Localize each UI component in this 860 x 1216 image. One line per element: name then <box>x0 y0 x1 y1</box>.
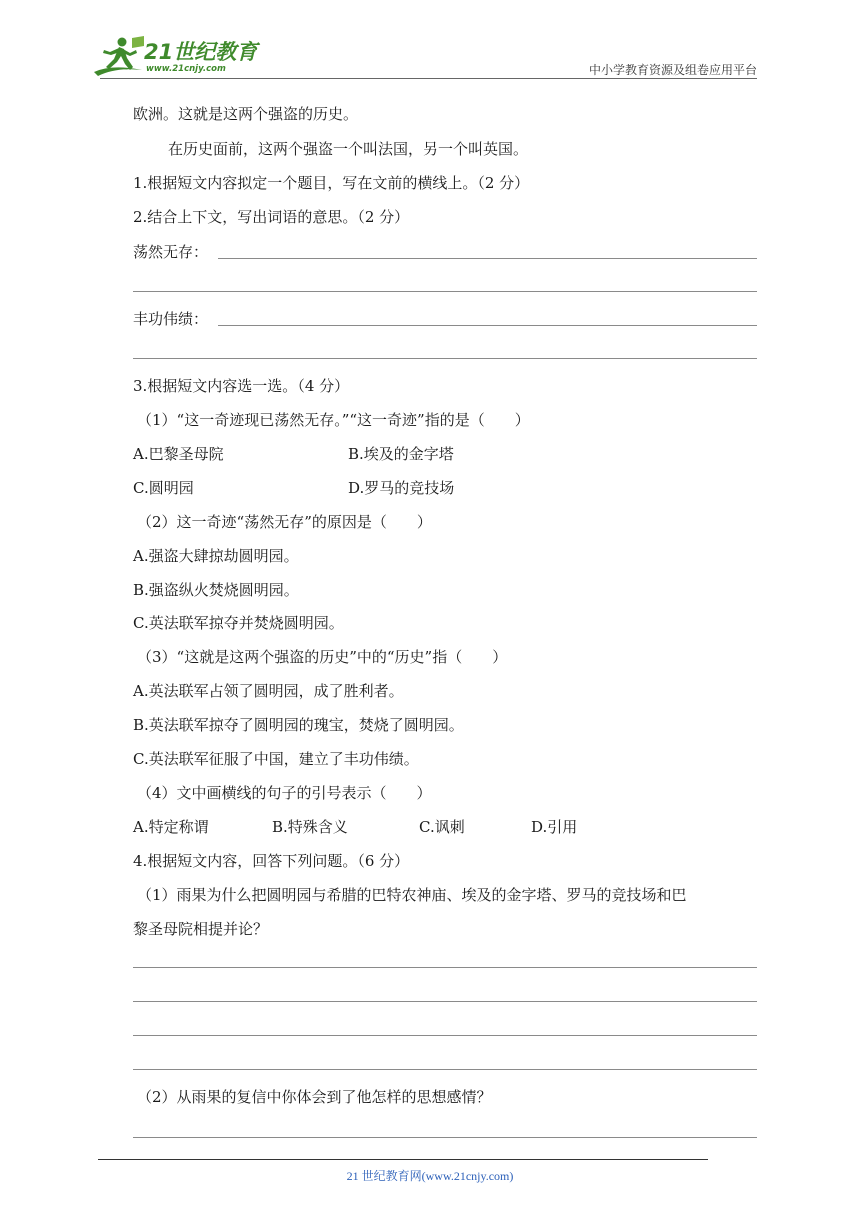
question-2: 2.结合上下文，写出词语的意思。（2 分） <box>133 208 410 226</box>
term-2-label: 丰功伟绩： <box>133 310 209 328</box>
question-3-3: （3）“这就是这两个强盗的历史”中的“历史”指（ ） <box>137 648 508 666</box>
question-4-1: （1）雨果为什么把圆明园与希腊的巴特农神庙、埃及的金字塔、罗马的竞技场和巴 <box>137 886 687 904</box>
option-c: C.英法联军征服了中国，建立了丰功伟绩。 <box>133 750 419 768</box>
site-logo <box>92 34 262 80</box>
paragraph-1: 欧洲。这就是这两个强盗的历史。 <box>133 105 359 123</box>
option-b: B.强盗纵火焚烧圆明园。 <box>133 581 299 599</box>
answer-line <box>133 1035 757 1036</box>
option-a: A.强盗大肆掠劫圆明园。 <box>133 547 299 565</box>
question-4-2: （2）从雨果的复信中你体会到了他怎样的思想感情？ <box>137 1088 492 1106</box>
answer-line <box>133 967 757 968</box>
answer-line <box>133 1069 757 1070</box>
answer-line <box>133 1137 757 1138</box>
option-d: D.引用 <box>531 818 578 836</box>
option-b: B.英法联军掠夺了圆明园的瑰宝，焚烧了圆明园。 <box>133 716 464 734</box>
question-3: 3.根据短文内容选一选。（4 分） <box>133 377 350 395</box>
answer-line <box>133 1001 757 1002</box>
footer-divider <box>98 1159 708 1160</box>
option-d: D.罗马的竞技场 <box>348 479 455 497</box>
answer-line <box>133 291 757 292</box>
option-c: C.讽刺 <box>419 818 465 836</box>
question-3-1: （1）“这一奇迹现已荡然无存。”“这一奇迹”指的是（ ） <box>137 411 530 429</box>
option-b: B.特殊含义 <box>272 818 348 836</box>
option-c: C.圆明园 <box>133 479 194 497</box>
logo-title: 21世纪教育 <box>144 40 258 64</box>
question-1: 1.根据短文内容拟定一个题目，写在文前的横线上。（2 分） <box>133 174 530 192</box>
option-a: A.巴黎圣母院 <box>133 445 224 463</box>
footer-link[interactable]: 21 世纪教育网(www.21cnjy.com) <box>346 1169 514 1183</box>
option-a: A.特定称谓 <box>133 818 209 836</box>
question-3-4: （4）文中画横线的句子的引号表示（ ） <box>137 784 432 802</box>
answer-line <box>133 358 757 359</box>
option-a: A.英法联军占领了圆明园，成了胜利者。 <box>133 682 404 700</box>
answer-line <box>218 325 757 326</box>
logo-url: www.21cnjy.com <box>146 64 226 74</box>
option-b: B.埃及的金字塔 <box>348 445 454 463</box>
header-divider <box>100 78 757 79</box>
question-4: 4.根据短文内容，回答下列问题。（6 分） <box>133 852 410 870</box>
paragraph-2: 在历史面前，这两个强盗一个叫法国，另一个叫英国。 <box>168 140 529 158</box>
runner-logo-icon <box>92 34 148 80</box>
answer-line <box>218 258 757 259</box>
question-4-1-cont: 黎圣母院相提并论？ <box>133 920 269 938</box>
option-c: C.英法联军掠夺并焚烧圆明园。 <box>133 614 344 632</box>
term-1-label: 荡然无存： <box>133 243 209 261</box>
platform-name: 中小学教育资源及组卷应用平台 <box>588 63 757 77</box>
question-3-2: （2）这一奇迹“荡然无存”的原因是（ ） <box>137 513 432 531</box>
